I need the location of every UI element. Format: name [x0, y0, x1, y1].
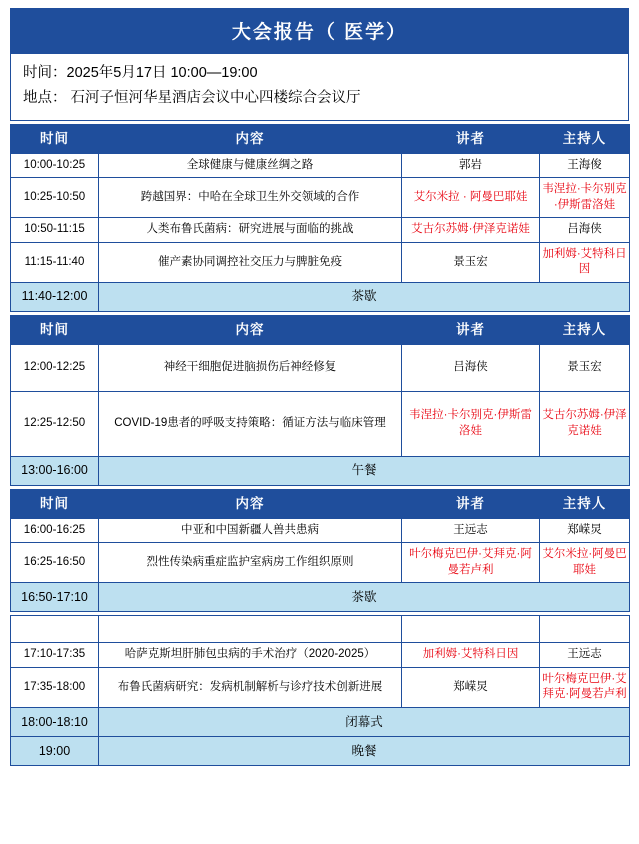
- table-header: [11, 489, 630, 518]
- row-time: 17:10-17:35: [11, 643, 99, 668]
- row-content: 烈性传染病重症监护室病房工作组织原则: [99, 543, 402, 583]
- row-time: 12:25-12:50: [11, 391, 99, 456]
- closing-time: 18:00-18:10: [11, 707, 99, 736]
- table-header: [11, 315, 630, 344]
- row-speaker: 王远志: [402, 518, 540, 543]
- break-label: 午餐: [99, 456, 630, 485]
- row-host: 叶尔梅克巴伊·艾拜克·阿曼若卢利: [540, 667, 630, 707]
- row-time: [11, 616, 99, 643]
- row-content: 全球健康与健康丝绸之路: [99, 153, 402, 178]
- row-host: 王远志: [540, 643, 630, 668]
- row-host: 韦涅拉·卡尔别克·伊斯雷洛娃: [540, 178, 630, 218]
- row-time: 10:00-10:25: [11, 153, 99, 178]
- event-place-line: 地点： 石河子恒河华星酒店会议中心四楼综合会议厅: [23, 90, 361, 107]
- closing-time: 19:00: [11, 736, 99, 765]
- table-row: [11, 178, 630, 218]
- row-host: 王海俊: [540, 153, 630, 178]
- table-row: [11, 667, 630, 707]
- column-header-speaker: 讲者: [402, 124, 540, 153]
- break-time: 16:50-17:10: [11, 583, 99, 612]
- break-row: [11, 583, 630, 612]
- row-speaker: 韦涅拉·卡尔别克·伊斯雷洛娃: [402, 391, 540, 456]
- closing-label: 晚餐: [99, 736, 630, 765]
- row-speaker: 郑嵘炅: [402, 667, 540, 707]
- row-time: 17:35-18:00: [11, 667, 99, 707]
- event-info: [10, 54, 629, 121]
- row-time: 16:00-16:25: [11, 518, 99, 543]
- table-header: [11, 124, 630, 153]
- row-host: [540, 616, 630, 643]
- column-header-host: 主持人: [540, 124, 630, 153]
- break-time: 13:00-16:00: [11, 456, 99, 485]
- closing-label: 闭幕式: [99, 707, 630, 736]
- column-header-host: 主持人: [540, 315, 630, 344]
- column-header-host: 主持人: [540, 489, 630, 518]
- column-header-time: 时间: [11, 489, 99, 518]
- table-row: [11, 153, 630, 178]
- row-host: 艾尔米拉·阿曼巴耶娃: [540, 543, 630, 583]
- row-speaker: 景玉宏: [402, 242, 540, 282]
- session-table-1: [10, 124, 630, 312]
- row-speaker: [402, 616, 540, 643]
- row-speaker: 叶尔梅克巴伊·艾拜克·阿曼若卢利: [402, 543, 540, 583]
- break-time: 11:40-12:00: [11, 282, 99, 311]
- break-label: 茶歇: [99, 282, 630, 311]
- table-row: [11, 218, 630, 243]
- session-table-3: [10, 489, 630, 613]
- page-title: 大会报告（ 医学）: [10, 8, 629, 54]
- break-row: [11, 456, 630, 485]
- column-header-speaker: 讲者: [402, 315, 540, 344]
- row-speaker: 艾尔米拉 · 阿曼巴耶娃: [402, 178, 540, 218]
- row-time: 10:50-11:15: [11, 218, 99, 243]
- row-host: 艾古尔苏姆·伊泽克诺娃: [540, 391, 630, 456]
- closing-row: [11, 707, 630, 736]
- column-header-time: 时间: [11, 315, 99, 344]
- row-host: 郑嵘炅: [540, 518, 630, 543]
- column-header-time: 时间: [11, 124, 99, 153]
- column-header-content: 内容: [99, 124, 402, 153]
- closing-row: [11, 736, 630, 765]
- row-content: 哈萨克斯坦肝肺包虫病的手术治疗（2020-2025）: [99, 643, 402, 668]
- table-row: [11, 616, 630, 643]
- row-content: 神经干细胞促进脑损伤后神经修复: [99, 344, 402, 391]
- row-content: 跨越国界：中哈在全球卫生外交领域的合作: [99, 178, 402, 218]
- table-row: [11, 518, 630, 543]
- column-header-speaker: 讲者: [402, 489, 540, 518]
- row-speaker: 加利姆·艾特科日因: [402, 643, 540, 668]
- row-speaker: 艾古尔苏姆·伊泽克诺娃: [402, 218, 540, 243]
- row-time: 10:25-10:50: [11, 178, 99, 218]
- row-content: [99, 616, 402, 643]
- table-row: [11, 242, 630, 282]
- row-content: 人类布鲁氏菌病：研究进展与面临的挑战: [99, 218, 402, 243]
- break-label: 茶歇: [99, 583, 630, 612]
- event-time-line: 时间：2025年5月17日 10:00—19:00: [23, 65, 258, 81]
- row-content: 布鲁氏菌病研究：发病机制解析与诊疗技术创新进展: [99, 667, 402, 707]
- row-time: 12:00-12:25: [11, 344, 99, 391]
- row-content: 催产素协同调控社交压力与脾脏免疫: [99, 242, 402, 282]
- row-content: 中亚和中国新疆人兽共患病: [99, 518, 402, 543]
- row-host: 吕海侠: [540, 218, 630, 243]
- column-header-content: 内容: [99, 315, 402, 344]
- row-time: 16:25-16:50: [11, 543, 99, 583]
- row-content: COVID-19患者的呼吸支持策略：循证方法与临床管理: [99, 391, 402, 456]
- row-speaker: 吕海侠: [402, 344, 540, 391]
- column-header-content: 内容: [99, 489, 402, 518]
- row-host: 加利姆·艾特科日因: [540, 242, 630, 282]
- break-row: [11, 282, 630, 311]
- table-row: [11, 543, 630, 583]
- row-time: 11:15-11:40: [11, 242, 99, 282]
- row-speaker: 郭岩: [402, 153, 540, 178]
- table-row: [11, 344, 630, 391]
- session-table-2: [10, 315, 630, 486]
- table-row: [11, 391, 630, 456]
- table-row: [11, 643, 630, 668]
- row-host: 景玉宏: [540, 344, 630, 391]
- session-table-4: [10, 615, 630, 766]
